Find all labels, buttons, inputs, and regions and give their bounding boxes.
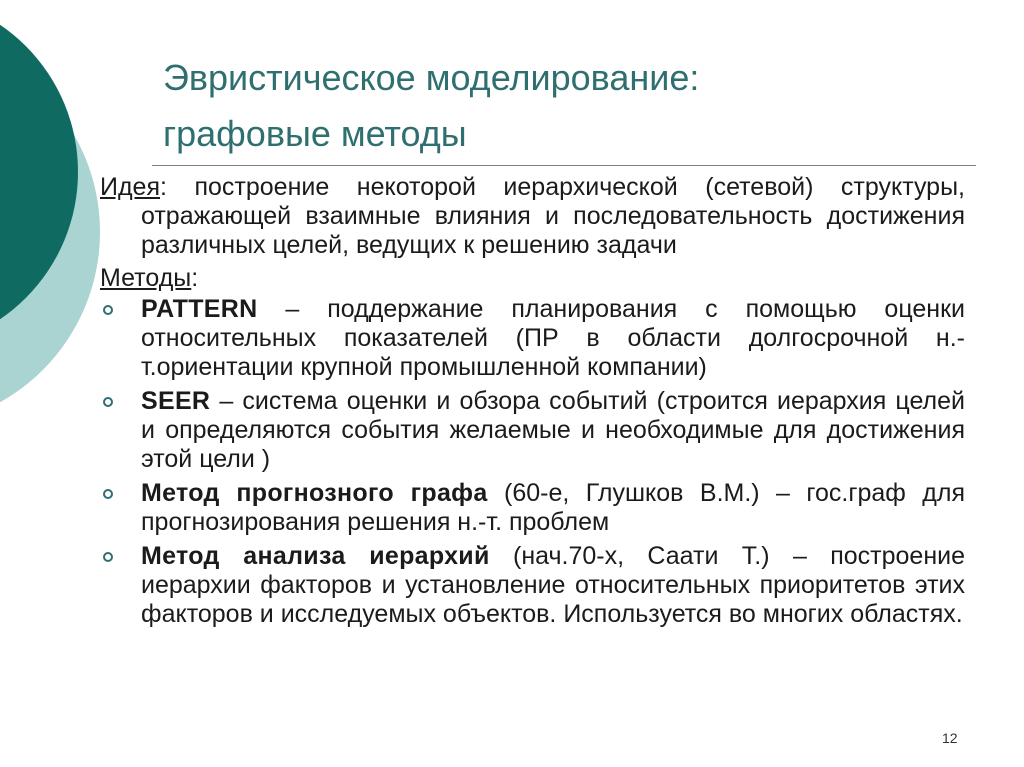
title-divider — [152, 165, 976, 166]
slide-title — [163, 50, 983, 162]
list-item — [100, 387, 965, 474]
list-item-text — [141, 542, 965, 629]
methods-list — [100, 295, 965, 629]
idea-paragraph — [100, 173, 965, 260]
bullet-circle-icon — [103, 305, 113, 315]
method-description: – система оценки и обзора событий (строится иерархия целей и определяются события желаемые и необходимые для достижения этой цели ) — [141, 387, 965, 473]
title-line-2: графовые методы — [163, 113, 467, 154]
dark-teal-circle — [0, 0, 78, 350]
list-item-text — [141, 295, 965, 382]
bullet-circle-icon — [103, 397, 113, 407]
methods-heading — [100, 264, 965, 293]
method-description: (60-е, Глушков В.М.) – гос.граф для прогнозирования решения н.-т. проблем — [141, 479, 965, 536]
method-name: Метод анализа иерархий — [141, 542, 490, 570]
title-line-1: Эвристическое моделирование: — [163, 57, 700, 98]
idea-text: : построение некоторой иерархической (сетевой) структуры, отражающей взаимные влияния и последовательность достижения различных целей, ведущих к решению задачи — [141, 173, 965, 259]
list-item — [100, 479, 965, 537]
idea-label: Идея — [100, 173, 160, 201]
page-number: 12 — [942, 730, 958, 746]
method-description: (нач.70-х, Саати Т.) – построение иерархии факторов и установление относительных приоритетов этих факторов и исследуемых объектов. Используется во многих областях. — [141, 542, 965, 628]
decorative-circles — [0, 0, 110, 767]
method-name: Метод прогнозного графа — [141, 479, 488, 507]
bullet-circle-icon — [103, 552, 113, 562]
method-name: SEER — [141, 387, 211, 415]
methods-colon: : — [191, 264, 199, 292]
method-name: PATTERN — [141, 295, 258, 323]
list-item — [100, 542, 965, 629]
list-item-text — [141, 387, 965, 474]
list-item — [100, 295, 965, 382]
slide-body — [100, 173, 965, 634]
light-teal-circle — [0, 37, 100, 427]
method-description: – поддержание планирования с помощью оценки относительных показателей (ПР в области долгосрочной н.-т.ориентации крупной промышленной компании) — [141, 295, 965, 381]
bullet-circle-icon — [103, 489, 113, 499]
list-item-text — [141, 479, 965, 537]
methods-label: Методы — [100, 264, 192, 292]
